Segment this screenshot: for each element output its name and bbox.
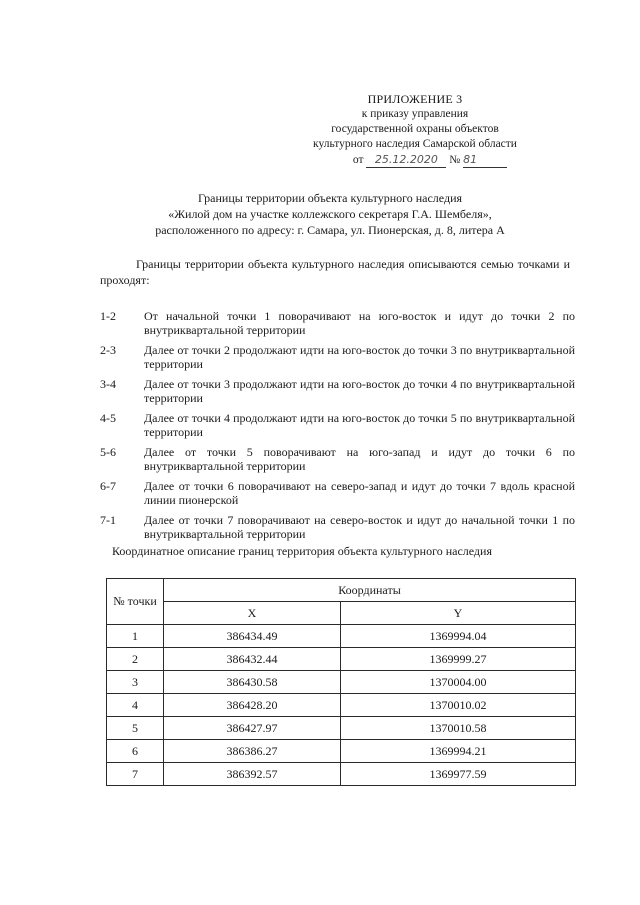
table-row [107, 694, 576, 717]
table-row [107, 648, 576, 671]
table-row [107, 763, 576, 786]
y-value: 1370010.02 [341, 694, 576, 717]
point-number: 2 [107, 648, 164, 671]
table-row [107, 671, 576, 694]
segment-item [100, 445, 575, 473]
segment-item [100, 309, 575, 337]
segment-text: Далее от точки 6 поворачивают на северо-запад и идут до точки 7 вдоль красной линии пионерской [144, 479, 575, 507]
y-value: 1369994.04 [341, 625, 576, 648]
appendix-line-3: культурного наследия Самарской области [313, 138, 517, 150]
segment-text: Далее от точки 4 продолжают идти на юго-восток до точки 5 по внутриквартальной территории [144, 411, 575, 439]
segment-code: 6-7 [100, 479, 116, 493]
number-value: 81 [463, 152, 507, 168]
appendix-date-line [290, 152, 540, 168]
table-row [107, 717, 576, 740]
point-number: 5 [107, 717, 164, 740]
number-prefix: № [449, 154, 461, 166]
header-x: X [164, 602, 341, 625]
header-y: Y [341, 602, 576, 625]
x-value: 386427.97 [164, 717, 341, 740]
segment-code: 5-6 [100, 445, 116, 459]
y-value: 1369977.59 [341, 763, 576, 786]
heading-line-2: «Жилой дом на участке коллежского секретаря Г.А. Шембеля», [168, 207, 492, 221]
coordinates-table [106, 578, 576, 786]
header-coordinates: Координаты [164, 579, 576, 602]
segment-code: 4-5 [100, 411, 116, 425]
y-value: 1370010.58 [341, 717, 576, 740]
heading-line-1: Границы территории объекта культурного наследия [197, 191, 463, 205]
document-heading [90, 190, 570, 238]
segment-item [100, 343, 575, 371]
appendix-line-2: государственной охраны объектов [331, 123, 499, 135]
segment-item [100, 479, 575, 507]
table-row [107, 740, 576, 763]
segment-code: 2-3 [100, 343, 116, 357]
segment-code: 7-1 [100, 513, 116, 527]
x-value: 386434.49 [164, 625, 341, 648]
segment-item [100, 411, 575, 439]
segment-text: Далее от точки 2 продолжают идти на юго-восток до точки 3 по внутриквартальной территории [144, 343, 575, 371]
x-value: 386428.20 [164, 694, 341, 717]
x-value: 386432.44 [164, 648, 341, 671]
segment-text: От начальной точки 1 поворачивают на юго-восток и идут до точки 2 по внутриквартальной территории [144, 309, 575, 337]
point-number: 4 [107, 694, 164, 717]
header-point-number: № точки [107, 579, 164, 625]
segments-list [100, 309, 575, 547]
appendix-title: ПРИЛОЖЕНИЕ 3 [367, 92, 463, 106]
segment-text: Далее от точки 7 поворачивают на северо-восток и идут до начальной точки 1 по внутриквартальной территории [144, 513, 575, 541]
segment-code: 1-2 [100, 309, 116, 323]
coordinates-heading: Координатное описание границ территория объекта культурного наследия [112, 544, 492, 558]
date-prefix: от [352, 154, 364, 166]
segment-item [100, 377, 575, 405]
y-value: 1369999.27 [341, 648, 576, 671]
segment-text: Далее от точки 5 поворачивают на юго-запад и идут до точки 6 по внутриквартальной территории [144, 445, 575, 473]
segment-code: 3-4 [100, 377, 116, 391]
segment-text: Далее от точки 3 продолжают идти на юго-восток до точки 4 по внутриквартальной территории [144, 377, 575, 405]
appendix-block [290, 92, 540, 168]
appendix-line-1: к приказу управления [361, 108, 469, 120]
date-value: 25.12.2020 [366, 152, 446, 168]
x-value: 386430.58 [164, 671, 341, 694]
point-number: 6 [107, 740, 164, 763]
point-number: 7 [107, 763, 164, 786]
y-value: 1369994.21 [341, 740, 576, 763]
intro-paragraph: Границы территории объекта культурного наследия описываются семью точками и проходят: [100, 257, 570, 287]
x-value: 386392.57 [164, 763, 341, 786]
table-row [107, 625, 576, 648]
point-number: 3 [107, 671, 164, 694]
point-number: 1 [107, 625, 164, 648]
x-value: 386386.27 [164, 740, 341, 763]
segment-item [100, 513, 575, 541]
heading-line-3: расположенного по адресу: г. Самара, ул. Пионерская, д. 8, литера А [155, 223, 505, 237]
y-value: 1370004.00 [341, 671, 576, 694]
